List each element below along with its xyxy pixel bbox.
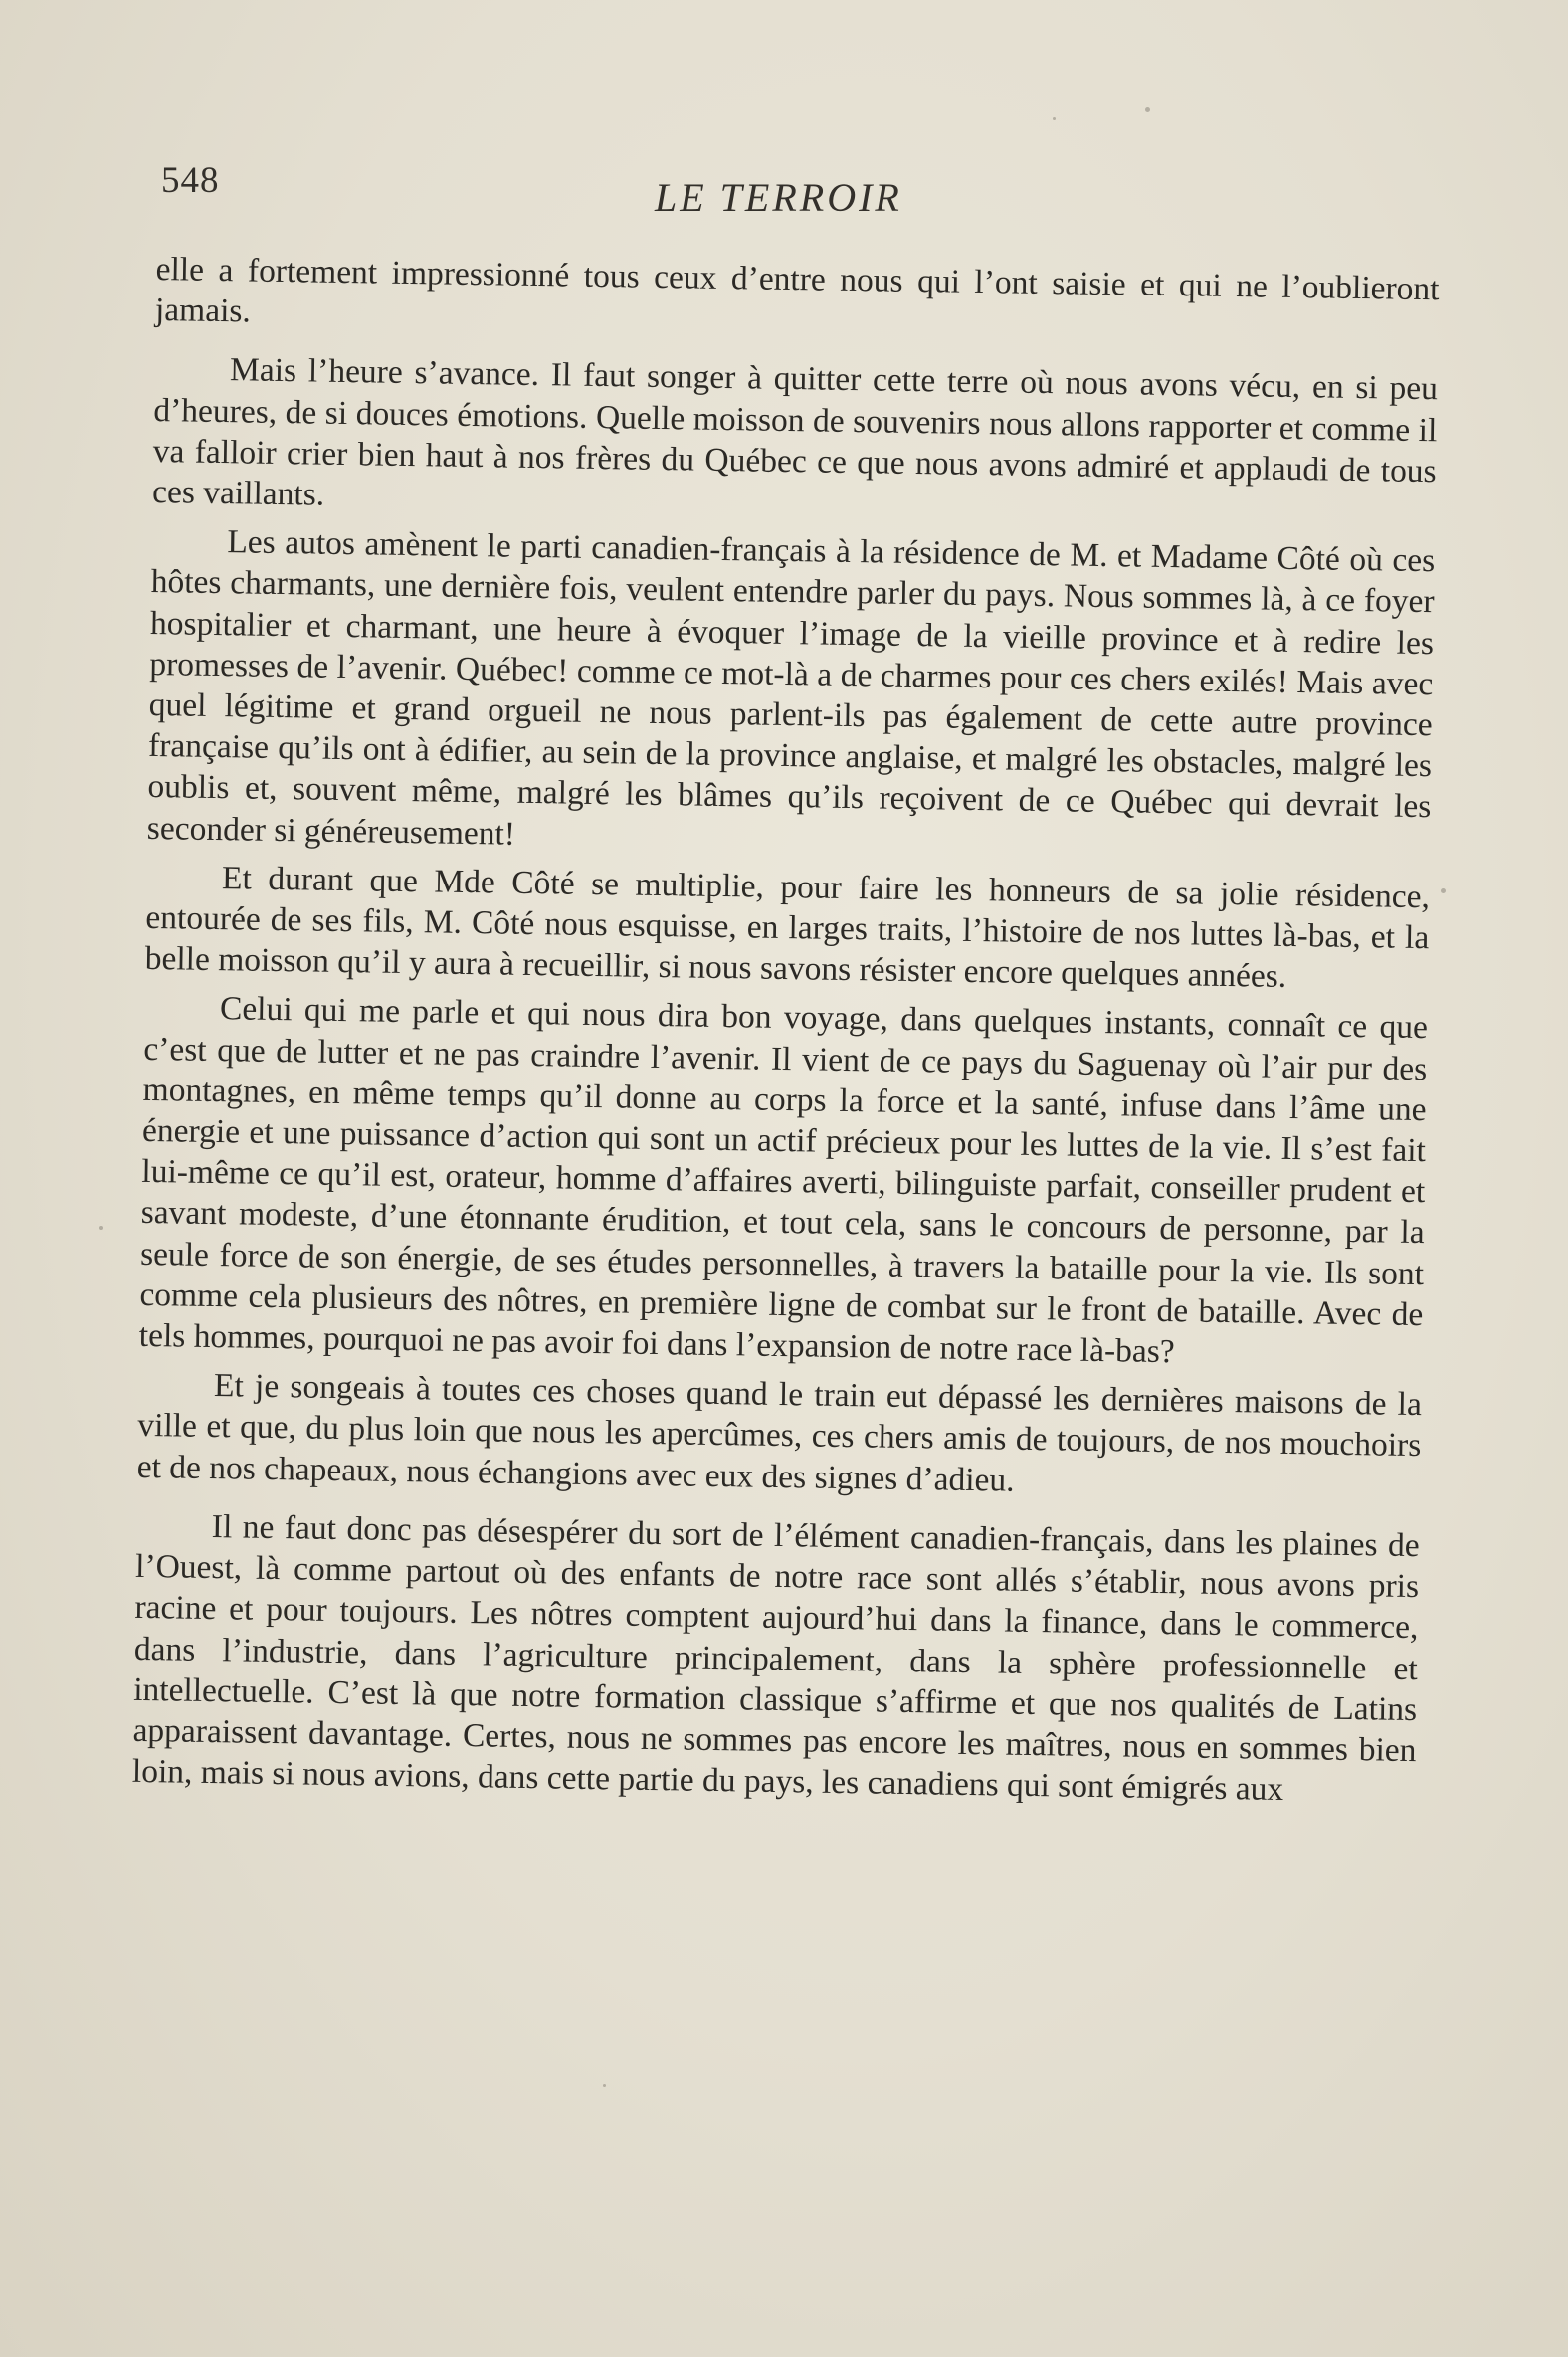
paragraph: Mais l’heure s’avance. Il faut songer à quitter cette terre où nous avons vécu, en si peu d’heures, de si douces émotions. Quelle moisson de souvenirs nous allons rapporter et comme il va falloir crier bien haut à nos frères du Québec ce que nous avons admiré et applaudi de tous ces vaillants. [151,351,1439,513]
paper-speck [1053,117,1056,120]
paragraph: Celui qui me parle et qui nous dira bon voyage, dans quelques instants, connaît ce que c’est que de lutter et ne pas craindre l’avenir. Il vient de ce pays du Saguenay où l’air pur des montagnes, en même temps qu’il donne au corps la force et la santé, infuse dans l’âme une énergie et une puissance d’action qui sont un actif précieux pour les luttes de la vie. Il s’est fait lui-même ce qu’il est, orateur, homme d’affaires averti, bilinguiste parfait, conseiller prudent et savant modeste, d’une étonnante érudition, et tout cela, sans le concours de personne, par la seule force de son énergie, de ses études personnelles, à travers la bataille pour la vie. Ils sont comme cela plusieurs des nôtres, en première ligne de combat sur le front de bataille. Avec de tels hommes, pourquoi ne pas avoir foi dans l’expansion de notre race là-bas? [138,990,1429,1371]
paper-speck [603,2084,606,2087]
paragraph: Il ne faut donc pas désespérer du sort de l’élément canadien-français, dans les plaines de l’Ouest, là comme partout où des enfants de notre race sont allés s’établir, nous avons pris racine et pour toujours. Les nôtres comptent aujourd’hui dans la finance, dans le commerce, dans l’industrie, dans l’agriculture principalement, dans la sphère professionnelle et intellectuelle. C’est là que notre formation classique s’affirme et que nos qualités de Latins apparaissent davantage. Certes, nous ne sommes pas encore les maîtres, nous en sommes bien loin, mais si nous avions, dans cette partie du pays, les canadiens qui sont émigrés aux [131,1507,1420,1809]
paper-speck [1441,888,1446,893]
paragraph-continuation: elle a fortement impressionné tous ceux d’entre nous qui l’ont saisie et qui ne l’oublieront jamais. [154,250,1440,330]
running-title: LE TERROIR [655,175,902,220]
page-number: 548 [161,160,220,201]
paper-speck [1145,107,1150,112]
body-text [132,249,1440,1820]
paragraph: Et je songeais à toutes ces choses quand le train eut dépassé les dernières maisons de la ville et que, du plus loin que nous les apercûmes, ces chers amis de toujours, de nos mouchoirs et de nos chapeaux, nous échangions avec eux des signes d’adieu. [136,1367,1423,1499]
paragraph: Les autos amènent le parti canadien-français à la résidence de M. et Madame Côté où ces hôtes charmants, une dernière fois, veulent entendre parler du pays. Nous sommes là, à ce foyer hospitalier et charmant, une heure à évoquer l’image de la vieille province et à redire les promesses de l’avenir. Québec! comme ce mot-là a de charmes pour ces chers exilés! Mais avec quel légitime et grand orgueil ne nous parlent-ils pas également de cette autre province française qu’ils ont à édifier, au sein de la province anglaise, et malgré les obstacles, malgré les oublis et, souvent même, malgré les blâmes qu’ils reçoivent de ce Québec qui devrait les seconder si généreusement! [146,523,1436,853]
paper-speck [99,1226,103,1230]
paragraph: Et durant que Mde Côté se multiplie, pour faire les honneurs de sa jolie résidence, entourée de ses fils, M. Côté nous esquisse, en larges traits, l’histoire de nos luttes là-bas, et la belle moisson qu’il y aura à recueillir, si nous savons résister encore quelques années. [144,859,1431,996]
